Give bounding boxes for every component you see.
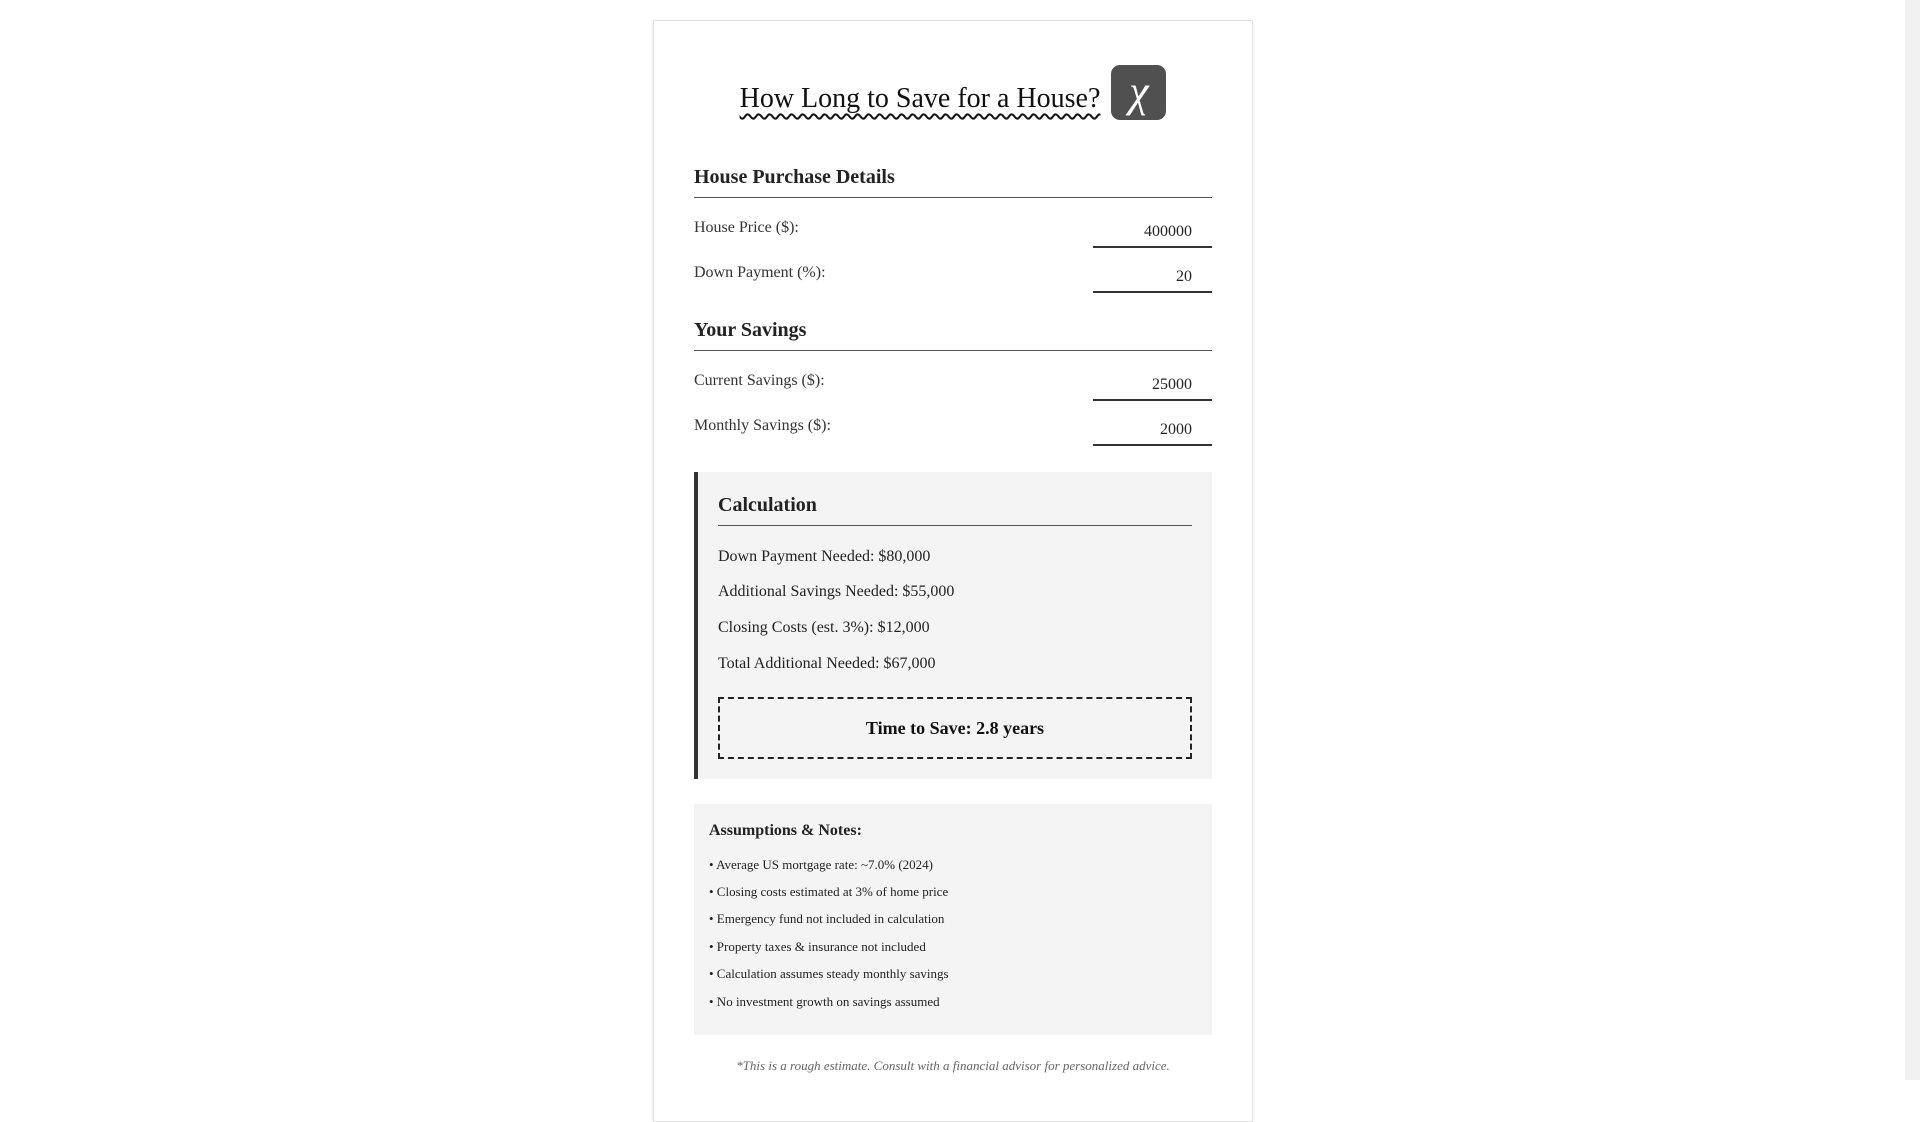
assumptions-title: Assumptions & Notes: [709,822,862,839]
note-item: • No investment growth on savings assumed [709,994,940,1009]
scrollbar-thumb[interactable] [1907,0,1918,1080]
time-to-save-result: Time to Save: 2.8 years [718,697,1192,759]
page-title: How Long to Save for a House? [739,83,1101,114]
calculation-panel [694,472,1212,779]
assumptions-panel [694,804,1212,1035]
title-row [654,62,1252,122]
note-item: • Closing costs estimated at 3% of home price [709,884,949,899]
house-price-label: House Price ($): [694,219,799,236]
calculation-title: Calculation [718,494,1192,526]
down-payment-input[interactable] [1093,263,1212,293]
current-savings-input[interactable] [1093,371,1212,401]
current-savings-label: Current Savings ($): [694,372,825,389]
closing-costs: Closing Costs (est. 3%): $12,000 [718,619,930,636]
note-item: • Property taxes & insurance not included [709,939,926,954]
disclaimer: *This is a rough estimate. Consult with a financial advisor for personalized advice. [736,1058,1170,1073]
monthly-savings-input[interactable] [1093,416,1212,446]
calculator-card [653,20,1253,1122]
monthly-savings-label: Monthly Savings ($): [694,417,831,434]
down-payment-needed: Down Payment Needed: $80,000 [718,548,931,565]
house-section-title: House Purchase Details [694,166,1212,198]
additional-savings-needed: Additional Savings Needed: $55,000 [718,583,955,600]
total-additional-needed: Total Additional Needed: $67,000 [718,655,936,672]
down-payment-label: Down Payment (%): [694,264,826,281]
note-item: • Average US mortgage rate: ~7.0% (2024) [709,857,933,872]
page-scrollbar[interactable] [1905,0,1920,1080]
house-price-input[interactable] [1093,218,1212,248]
note-item: • Calculation assumes steady monthly savings [709,966,949,981]
note-item: • Emergency fund not included in calculation [709,911,945,926]
chi-icon: χ [1111,65,1166,120]
savings-section-title: Your Savings [694,319,1212,351]
